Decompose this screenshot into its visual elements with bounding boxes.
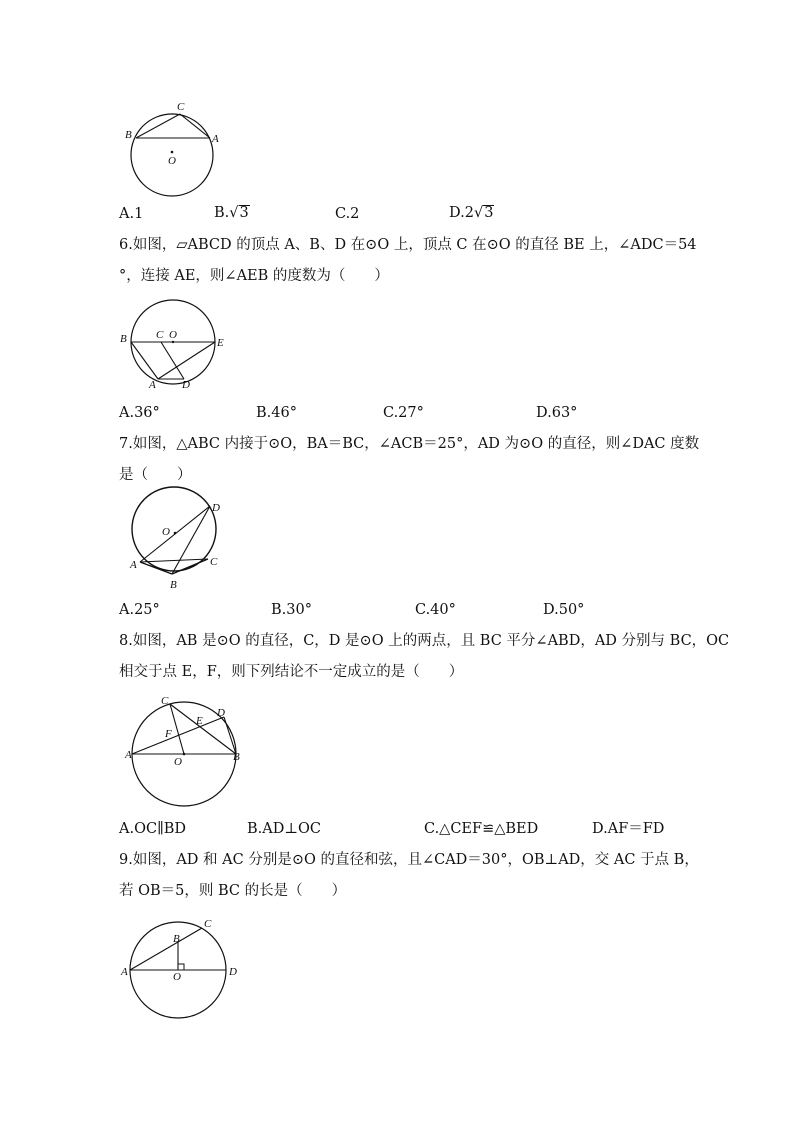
label-o: O bbox=[168, 155, 176, 167]
q8-line1: 8.如图，AB 是⊙O 的直径，C，D 是⊙O 上的两点，且 BC 平分∠ABD，AD 分别与 BC，OC bbox=[119, 633, 730, 649]
label-c: C bbox=[161, 695, 169, 707]
label-b: B bbox=[173, 933, 180, 945]
label-a: A bbox=[130, 559, 137, 571]
q6-line1: 6.如图，▱ABCD 的顶点 A、B、D 在⊙O 上，顶点 C 在⊙O 的直径 BE 上，∠ADC＝54 bbox=[119, 237, 697, 253]
figure-q8-circle bbox=[120, 692, 248, 804]
q7-option-b[interactable]: B.30° bbox=[271, 602, 312, 618]
q6-option-d[interactable]: D.63° bbox=[536, 405, 578, 421]
q7-option-d[interactable]: D.50° bbox=[543, 602, 585, 618]
q5-option-c[interactable]: C.2 bbox=[335, 206, 360, 222]
label-d: D bbox=[212, 502, 220, 514]
q8-option-c[interactable]: C.△CEF≌△BED bbox=[424, 821, 539, 837]
label-b: B bbox=[170, 579, 177, 591]
q9-line1: 9.如图，AD 和 AC 分别是⊙O 的直径和弦，且∠CAD＝30°，OB⊥AD，交 AC 于点 B， bbox=[119, 852, 699, 868]
q6-option-c[interactable]: C.27° bbox=[383, 405, 424, 421]
label-b: B bbox=[120, 333, 127, 345]
label-c: C bbox=[156, 329, 164, 341]
figure-q6-circle bbox=[118, 298, 230, 390]
q7-option-c[interactable]: C.40° bbox=[415, 602, 456, 618]
figure-q7-circle bbox=[122, 488, 232, 592]
q8-option-d[interactable]: D.AF＝FD bbox=[592, 821, 665, 837]
label-d: D bbox=[217, 707, 225, 719]
label-o: O bbox=[174, 756, 182, 768]
label-c: C bbox=[204, 918, 212, 930]
label-o: O bbox=[173, 971, 181, 983]
q8-option-b[interactable]: B.AD⊥OC bbox=[247, 821, 321, 837]
q9-line2: 若 OB＝5，则 BC 的长是（ ） bbox=[119, 883, 347, 899]
q5-option-d[interactable] bbox=[449, 205, 494, 221]
label-e: E bbox=[196, 715, 203, 727]
q5-option-a[interactable]: A.1 bbox=[119, 206, 144, 222]
q8-line2: 相交于点 E，F，则下列结论不一定成立的是（ ） bbox=[119, 664, 464, 680]
label-f: F bbox=[165, 728, 172, 740]
figure-q5-circle bbox=[118, 98, 228, 200]
label-o: O bbox=[169, 329, 177, 341]
label-e: E bbox=[217, 337, 224, 349]
q7-option-a[interactable]: A.25° bbox=[119, 602, 160, 618]
label-a: A bbox=[149, 379, 156, 391]
label-b: B bbox=[233, 751, 240, 763]
sqrt-symbol: √3 bbox=[473, 205, 494, 221]
q7-line1: 7.如图，△ABC 内接于⊙O，BA＝BC，∠ACB＝25°，AD 为⊙O 的直径，则∠DAC 度数 bbox=[119, 436, 700, 452]
sqrt-symbol: √3 bbox=[229, 205, 249, 221]
label-d: D bbox=[229, 966, 237, 978]
label-d: D bbox=[182, 379, 190, 391]
label-a: A bbox=[212, 133, 219, 145]
q6-option-a[interactable]: A.36° bbox=[119, 405, 160, 421]
label-b: B bbox=[125, 129, 132, 141]
label-a: A bbox=[125, 749, 132, 761]
figure-q9-circle bbox=[118, 914, 246, 1022]
q8-option-a[interactable]: A.OC∥BD bbox=[119, 821, 187, 837]
label-c: C bbox=[210, 556, 218, 568]
label-a: A bbox=[121, 966, 128, 978]
label-o: O bbox=[162, 526, 170, 538]
q5-option-d-prefix: D.2 bbox=[449, 205, 474, 221]
q6-line2: °，连接 AE，则∠AEB 的度数为（ ） bbox=[119, 268, 389, 284]
q7-line2: 是（ ） bbox=[119, 467, 192, 483]
q6-option-b[interactable]: B.46° bbox=[256, 405, 297, 421]
q5-option-b[interactable] bbox=[214, 205, 250, 221]
q5-option-b-prefix: B. bbox=[214, 205, 230, 221]
label-c: C bbox=[177, 101, 185, 113]
